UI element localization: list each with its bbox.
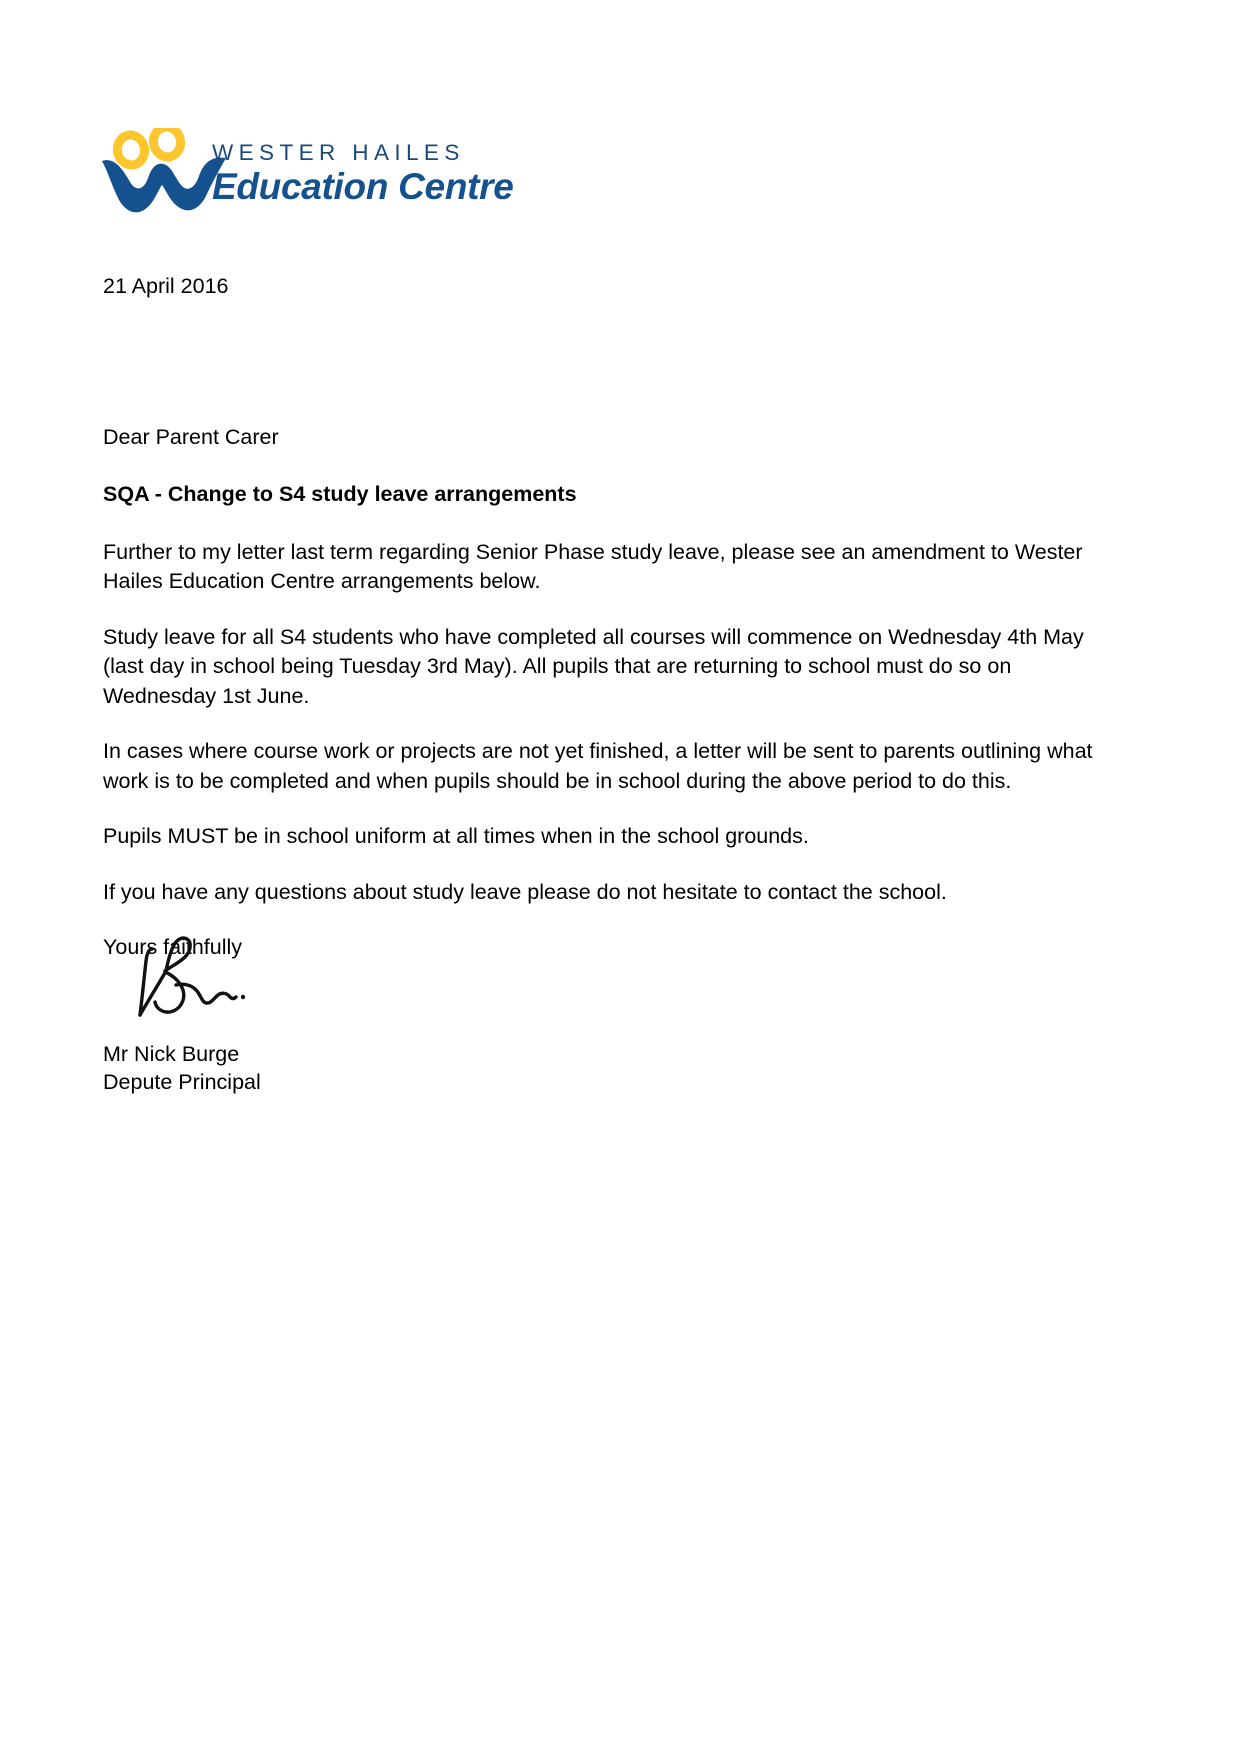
- paragraph-4: Pupils MUST be in school uniform at all times when in the school grounds.: [103, 824, 809, 849]
- logo-wordmark: [212, 142, 532, 206]
- handwritten-signature-icon: [118, 927, 263, 1034]
- logo-bottom-text: Education Centre: [212, 165, 514, 207]
- paragraph-2: Study leave for all S4 students who have completed all courses will commence on Wednesday 4th May (last day in school being Tuesday 3rd May). All pupils that are returning to school must do so on Wednesday 1st June.: [103, 624, 1084, 708]
- paragraph-5: If you have any questions about study leave please do not hesitate to contact the school.: [103, 879, 947, 904]
- signature-block: [103, 927, 1110, 1097]
- signer-name: Mr Nick Burge: [103, 1042, 240, 1066]
- letterhead: [100, 118, 520, 218]
- letter-date: 21 April 2016: [103, 274, 229, 298]
- signer-details: [103, 1040, 1110, 1097]
- logo-top-text: WESTER HAILES: [212, 140, 465, 165]
- letter-subject-heading: SQA - Change to S4 study leave arrangements: [103, 482, 577, 507]
- letter-body: [103, 272, 1110, 1095]
- wester-hailes-logo-icon: [100, 128, 228, 214]
- paragraph-3: In cases where course work or projects are not yet finished, a letter will be sent to parents outlining what work is to be completed and when pupils should be in school during the above period to do this.: [103, 739, 1093, 793]
- salutation: Dear Parent Carer: [103, 425, 279, 449]
- sign-off: Yours faithfully: [103, 934, 243, 959]
- paragraph-1: Further to my letter last term regarding Senior Phase study leave, please see an amendment to Wester Hailes Education Centre arrangements below.: [103, 539, 1083, 594]
- letter-content: [103, 423, 1110, 988]
- signer-title: Depute Principal: [103, 1070, 261, 1095]
